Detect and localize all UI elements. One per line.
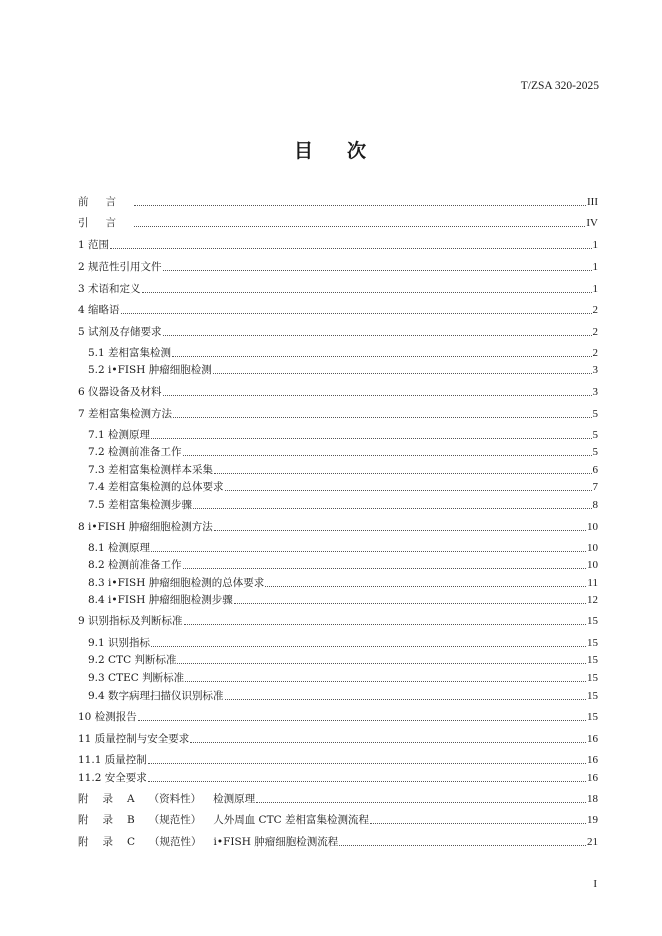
toc-leader-dots [183, 568, 586, 569]
toc-leader-dots [213, 373, 592, 374]
toc-page-number: 5 [592, 408, 598, 420]
toc-entry-label: 9.1 识别指标 [88, 637, 151, 649]
toc-leader-dots [190, 742, 586, 743]
toc-page-number: 5 [592, 429, 598, 441]
toc-entry-label: 9 识别指标及判断标准 [78, 615, 183, 627]
toc-page-number: 10 [587, 559, 598, 571]
toc-leader-dots [214, 530, 586, 531]
toc-entry[interactable] [78, 405, 598, 421]
toc-entry[interactable] [88, 443, 598, 459]
toc-page-number: 1 [592, 239, 598, 251]
toc-entry-label: 8 i•FISH 肿瘤细胞检测方法 [78, 521, 213, 533]
toc-entry-label [78, 813, 369, 827]
toc-entry[interactable] [88, 461, 598, 477]
toc-page-number: 10 [587, 521, 598, 533]
toc-entry[interactable] [88, 669, 598, 685]
toc-page-number: 21 [587, 836, 598, 848]
toc-entry[interactable] [78, 214, 598, 230]
toc-appendix-part: 附 [78, 793, 89, 805]
toc-entry-label: 9.4 数字病理扫描仪识别标准 [88, 690, 224, 702]
toc-appendix-part: C [127, 836, 136, 848]
toc-page-number: 12 [587, 594, 598, 606]
toc-entry-label: 11.2 安全要求 [78, 772, 147, 784]
toc-leader-dots [184, 624, 586, 625]
toc-entry[interactable] [78, 833, 598, 849]
document-code: T/ZSA 320-2025 [520, 80, 599, 92]
toc-entry[interactable] [88, 478, 598, 494]
toc-appendix-part: （规范性） [149, 836, 202, 848]
toc-leader-dots [163, 270, 592, 271]
toc-leader-dots [265, 586, 586, 587]
toc-leader-dots [177, 663, 586, 664]
toc-entry[interactable] [88, 556, 598, 572]
toc-leader-dots [151, 646, 586, 647]
toc-page-number: 8 [592, 499, 598, 511]
toc-entry[interactable] [78, 708, 598, 724]
toc-entry[interactable] [78, 280, 598, 296]
toc-leader-dots [172, 356, 591, 357]
toc-appendix-part: A [127, 793, 135, 805]
toc-entry[interactable] [78, 383, 598, 399]
toc-leader-dots [110, 248, 591, 249]
toc-entry-label: 7.3 差相富集检测样本采集 [88, 464, 214, 476]
toc-entry-label: 7.5 差相富集检测步骤 [88, 499, 193, 511]
toc-entry-text: 前言 [78, 196, 133, 208]
toc-leader-dots [163, 395, 592, 396]
toc-leader-dots [163, 335, 592, 336]
toc-entry[interactable] [88, 344, 598, 360]
toc-entry-label: 8.2 检测前准备工作 [88, 559, 182, 571]
toc-appendix-part: 附 [78, 814, 89, 826]
toc-leader-dots [173, 417, 591, 418]
toc-leader-dots [193, 508, 591, 509]
toc-page-number: 15 [587, 672, 598, 684]
toc-entry-text: 引言 [78, 217, 133, 229]
toc-leader-dots [234, 603, 586, 604]
toc-entry-label: 7.1 检测原理 [88, 429, 151, 441]
toc-entry[interactable] [78, 236, 598, 252]
toc-entry[interactable] [88, 634, 598, 650]
toc-page-number: 1 [592, 261, 598, 273]
toc-appendix-part: 附 [78, 836, 89, 848]
toc-leader-dots [370, 823, 586, 824]
toc-page-number: 10 [587, 542, 598, 554]
toc-page-number: 2 [592, 347, 598, 359]
title-char-1: 目 [293, 140, 315, 162]
toc-entry[interactable] [78, 790, 598, 806]
toc-leader-dots [134, 226, 585, 227]
toc-entry[interactable] [88, 496, 598, 512]
toc-entry-label: 8.3 i•FISH 肿瘤细胞检测的总体要求 [88, 577, 265, 589]
toc-page-number: 15 [587, 654, 598, 666]
toc-leader-dots [121, 313, 592, 314]
toc-entry[interactable] [78, 323, 598, 339]
toc-entry[interactable] [78, 301, 598, 317]
toc-page-number: 3 [592, 364, 598, 376]
toc-leader-dots [151, 438, 591, 439]
toc-leader-dots [185, 681, 586, 682]
toc-page-number: 15 [587, 615, 598, 627]
toc-appendix-part: （资料性） [148, 793, 202, 805]
toc-entry-label [78, 195, 133, 209]
toc-appendix-part: 人外周血 CTC 差相富集检测流程 [213, 814, 369, 826]
toc-entry-label: 8.1 检测原理 [88, 542, 151, 554]
toc-entry[interactable] [78, 751, 598, 767]
toc-page-number: 2 [592, 304, 598, 316]
toc-page-number: 16 [587, 772, 598, 784]
toc-appendix-part: （规范性） [148, 814, 202, 826]
toc-page-number: 16 [587, 733, 598, 745]
toc-page-number: 2 [592, 326, 598, 338]
toc-entry[interactable] [78, 730, 598, 746]
toc-entry[interactable] [78, 193, 598, 209]
toc-leader-dots [183, 455, 592, 456]
toc-entry-label: 5.2 i•FISH 肿瘤细胞检测 [88, 364, 212, 376]
toc-appendix-part: 检测原理 [213, 793, 256, 805]
toc-entry-label: 9.2 CTC 判断标准 [88, 654, 177, 666]
toc-page-number: 7 [592, 481, 598, 493]
toc-leader-dots [339, 845, 586, 846]
toc-appendix-part: 录 [102, 793, 113, 805]
page-number: I [593, 878, 597, 890]
toc-page-number: 11 [587, 577, 598, 589]
toc-leader-dots [138, 720, 586, 721]
toc-appendix-part: 录 [102, 836, 113, 848]
toc-entry[interactable] [78, 769, 598, 785]
toc-entry[interactable] [88, 426, 598, 442]
toc-entry[interactable] [88, 687, 598, 703]
toc-entry-label [78, 216, 133, 230]
toc-leader-dots [151, 551, 586, 552]
toc-appendix-part: i•FISH 肿瘤细胞检测流程 [213, 836, 339, 848]
toc-entry-label: 10 检测报告 [78, 711, 137, 723]
toc-entry[interactable] [88, 539, 598, 555]
toc-entry-label: 5 试剂及存储要求 [78, 326, 162, 338]
toc-leader-dots [256, 802, 586, 803]
toc-entry-label: 4 缩略语 [78, 304, 120, 316]
toc-leader-dots [134, 205, 586, 206]
toc-entry[interactable] [88, 651, 598, 667]
toc-page-number: IV [586, 217, 598, 229]
toc-entry-label: 5.1 差相富集检测 [88, 347, 172, 359]
toc-entry-label: 2 规范性引用文件 [78, 261, 162, 273]
title-char-2: 次 [347, 140, 369, 162]
toc-appendix-part: 录 [102, 814, 113, 826]
toc-page-number: 15 [587, 711, 598, 723]
toc-appendix-part: B [127, 814, 135, 826]
toc-entry-label: 1 范围 [78, 239, 110, 251]
toc-entry-label [78, 835, 338, 849]
toc-page-number: 5 [592, 446, 598, 458]
toc-page-number: 1 [592, 283, 598, 295]
toc-entry[interactable] [88, 574, 598, 590]
toc-leader-dots [148, 781, 586, 782]
toc-entry-label: 9.3 CTEC 判断标准 [88, 672, 185, 684]
toc-page-number: 18 [587, 793, 598, 805]
toc-page-number: 15 [587, 637, 598, 649]
toc-leader-dots [225, 699, 586, 700]
toc-entry-label: 8.4 i•FISH 肿瘤细胞检测步骤 [88, 594, 233, 606]
toc-leader-dots [225, 490, 592, 491]
toc-entry-label: 7.2 检测前准备工作 [88, 446, 182, 458]
toc-page-number: 15 [587, 690, 598, 702]
toc-entry-label: 11.1 质量控制 [78, 754, 147, 766]
toc-entry[interactable] [78, 258, 598, 274]
toc-entry-label: 7 差相富集检测方法 [78, 408, 173, 420]
toc-entry-label [78, 792, 255, 806]
toc-entry[interactable] [78, 612, 598, 628]
toc-leader-dots [148, 763, 586, 764]
toc-entry[interactable] [78, 811, 598, 827]
toc-page-number: 19 [587, 814, 598, 826]
toc-page-number: III [587, 196, 598, 208]
toc-leader-dots [214, 473, 591, 474]
toc-entry-label: 3 术语和定义 [78, 283, 141, 295]
toc-entry-label: 11 质量控制与安全要求 [78, 733, 190, 745]
toc-page-number: 16 [587, 754, 598, 766]
toc-entry[interactable] [78, 518, 598, 534]
toc-page-number: 6 [592, 464, 598, 476]
toc-entry-label: 7.4 差相富集检测的总体要求 [88, 481, 224, 493]
toc-leader-dots [142, 292, 592, 293]
toc-entry-label: 6 仪器设备及材料 [78, 386, 162, 398]
toc-entry[interactable] [88, 591, 598, 607]
toc-entry[interactable] [88, 361, 598, 377]
toc-page-number: 3 [592, 386, 598, 398]
page-title [0, 136, 662, 163]
